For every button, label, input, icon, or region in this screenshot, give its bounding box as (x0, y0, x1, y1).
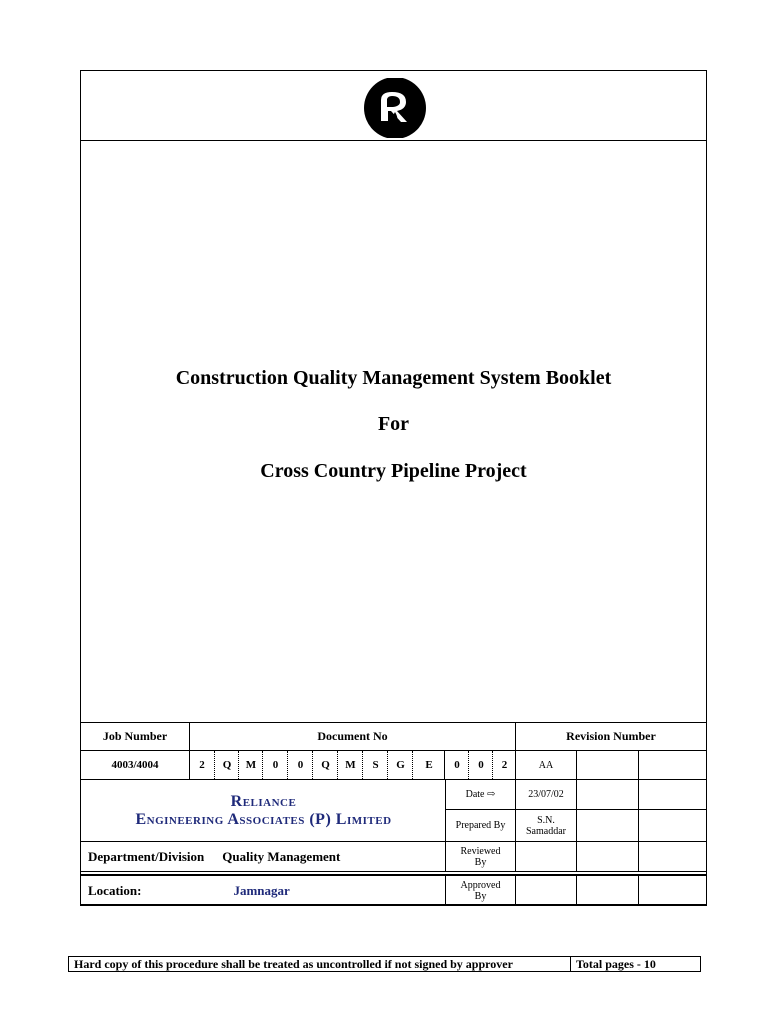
reviewed-by-label: Reviewed By (445, 841, 516, 872)
doc-char: G (387, 751, 413, 779)
date-blank (576, 779, 639, 810)
doc-char: 0 (444, 751, 469, 779)
revision-blank (638, 750, 707, 780)
date-blank (638, 779, 707, 810)
footer-notice: Hard copy of this procedure shall be treated as uncontrolled if not signed by approver (74, 957, 513, 971)
reviewed-blank (638, 841, 707, 872)
doc-char: S (362, 751, 388, 779)
job-number-value: 4003/4004 (80, 750, 190, 780)
prepared-blank (576, 809, 639, 842)
document-subtitle: Cross Country Pipeline Project (260, 460, 527, 482)
document-no-header: Document No (189, 722, 516, 751)
prepared-blank (638, 809, 707, 842)
doc-char: 2 (492, 751, 516, 779)
approved-by-label: Approved By (445, 874, 516, 906)
doc-char: M (238, 751, 263, 779)
reviewed-blank (515, 841, 577, 872)
job-number-header: Job Number (80, 722, 190, 751)
department-row (80, 841, 446, 872)
doc-char: 2 (199, 759, 205, 771)
prepared-by-value: S.N. Samaddar (515, 809, 577, 842)
reviewed-blank (576, 841, 639, 872)
doc-char: Q (214, 751, 239, 779)
doc-char: E (412, 751, 445, 779)
doc-char: 0 (262, 751, 288, 779)
date-value: 23/07/02 (515, 779, 577, 810)
reliance-logo-icon (361, 78, 431, 138)
department-label: Department/Division (88, 848, 205, 864)
doc-char: M (337, 751, 363, 779)
company-name (81, 780, 446, 842)
location-row (80, 874, 446, 906)
document-title: Construction Quality Management System Booklet (175, 367, 612, 389)
doc-char: 0 (287, 751, 313, 779)
approved-blank (638, 874, 707, 906)
revision-value: AA (515, 750, 577, 780)
footer-notice-box (68, 956, 701, 972)
total-pages: Total pages - 10 (576, 957, 656, 971)
department-value: Quality Management (222, 848, 341, 864)
company-name-line2: Engineering Associates (P) Limited (135, 811, 392, 828)
company-block (80, 779, 446, 842)
date-label: Date ⇨ (445, 779, 516, 810)
doc-char: 0 (468, 751, 493, 779)
location-label: Location: (88, 882, 142, 898)
document-frame (80, 70, 707, 905)
doc-char: Q (312, 751, 338, 779)
footer-divider (570, 956, 571, 972)
document-title-for: For (377, 413, 410, 435)
document-number-field (189, 750, 516, 780)
company-name-line1: Reliance (230, 793, 297, 810)
location-value: Jamnagar (233, 882, 290, 898)
revision-number-header: Revision Number (515, 722, 707, 751)
approved-blank (576, 874, 639, 906)
prepared-by-label: Prepared By (445, 809, 516, 842)
approved-blank (515, 874, 577, 906)
logo-header (81, 71, 706, 141)
revision-blank (576, 750, 639, 780)
